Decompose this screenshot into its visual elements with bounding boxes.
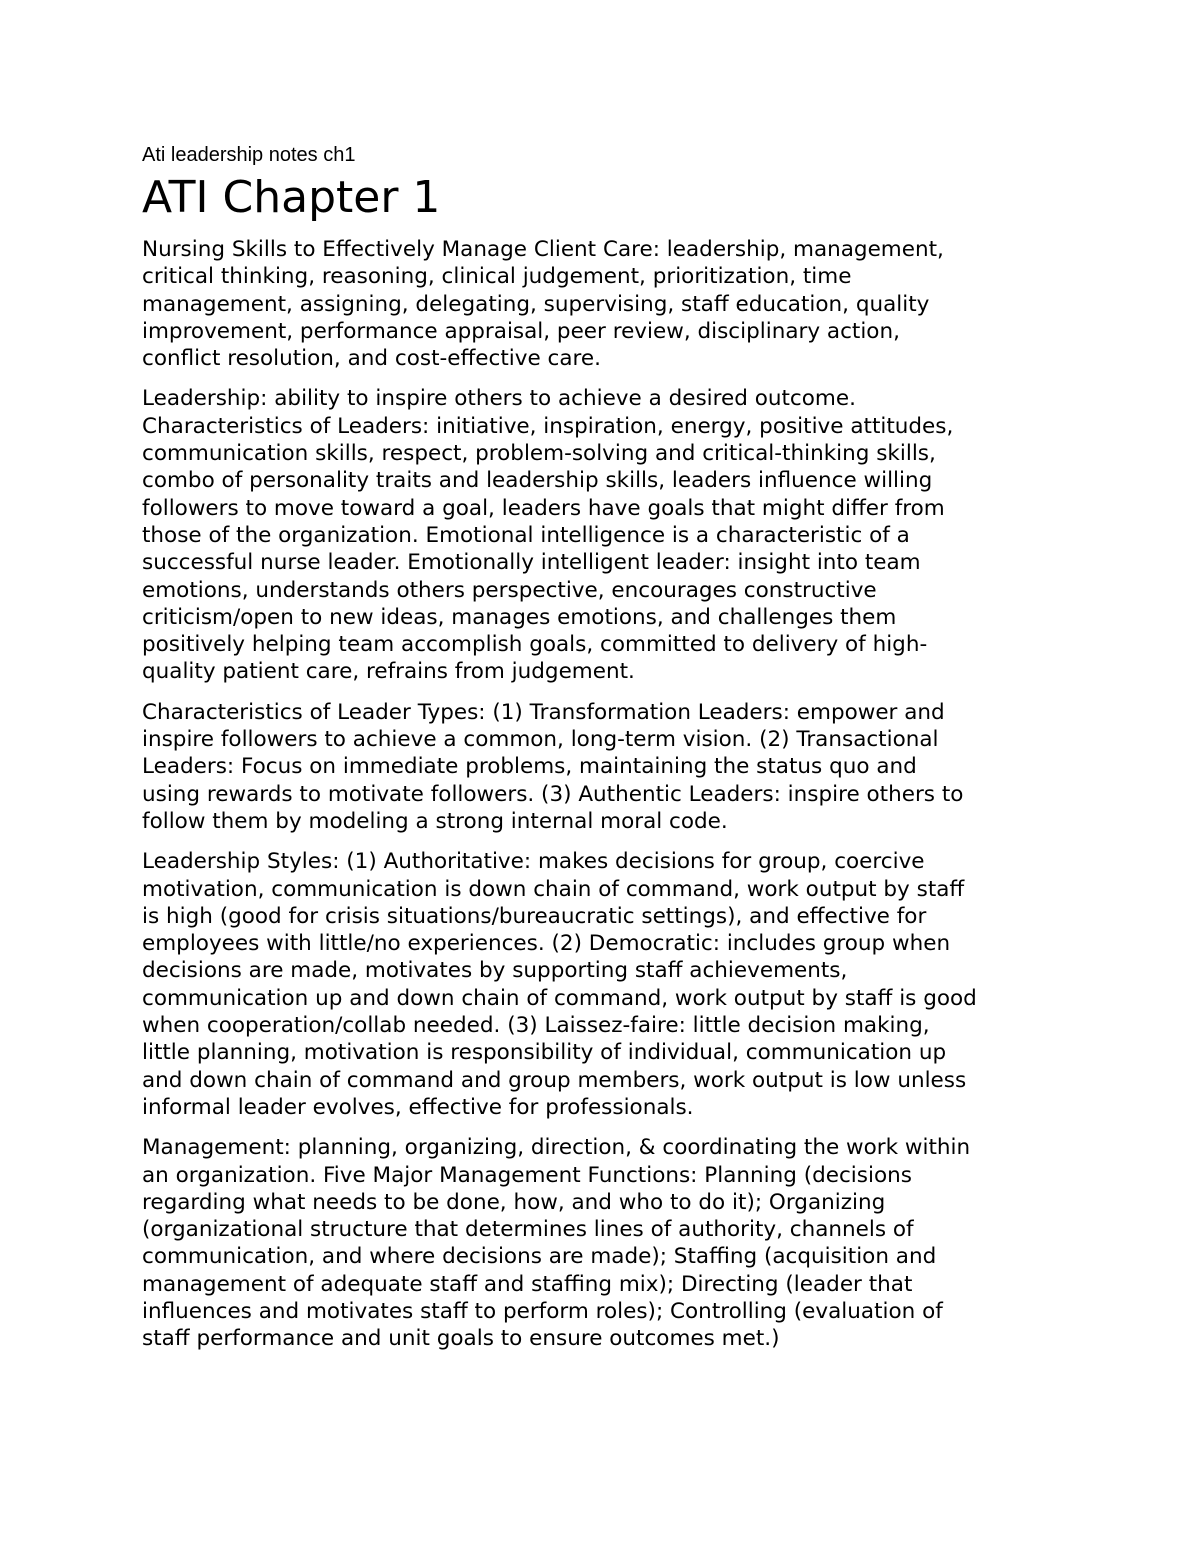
paragraph-leadership-styles: Leadership Styles: (1) Authoritative: makes decisions for group, coercive motivation, communication is down chain of command, work output by staff is high (good for crisis situations/bureaucratic settings), and effective for employees with little/no experiences. (2) Democratic: includes group when decisions are made, motivates by supporting staff achievements, communication up and down chain of command, work output by staff is good when cooperation/collab needed. (3) Laissez-faire: little decision making, little planning, motivation is responsibility of individual, communication up and down chain of command and group members, work output is low unless informal leader evolves, effective for professionals. — [142, 849, 977, 1120]
document-body — [142, 140, 1057, 1366]
paragraph-leadership: Leadership: ability to inspire others to achieve a desired outcome. Characteristics of Leaders: initiative, inspiration, energy, positive attitudes, communication skills, respect, problem-solving and critical-thinking skills, combo of personality traits and leadership skills, leaders influence willing followers to move toward a goal, leaders have goals that might differ from those of the organization. Emotional intelligence is a characteristic of a successful nurse leader. Emotionally intelligent leader: insight into team emotions, understands others perspective, encourages constructive criticism/open to new ideas, manages emotions, and challenges them positively helping team accomplish goals, committed to delivery of high- quality patient care, refrains from judgement. — [142, 386, 954, 685]
document-header: Ati leadership notes ch1 — [142, 144, 356, 166]
paragraph-nursing-skills: Nursing Skills to Effectively Manage Client Care: leadership, management, critical thinking, reasoning, clinical judgement, prioritization, time management, assigning, delegating, supervising, staff education, quality improvement, performance appraisal, peer review, disciplinary action, conflict resolution, and cost-effective care. — [142, 237, 944, 372]
paragraph-leader-types: Characteristics of Leader Types: (1) Transformation Leaders: empower and inspire followers to achieve a common, long-term vision. (2) Transactional Leaders: Focus on immediate problems, maintaining the status quo and using rewards to motivate followers. (3) Authentic Leaders: inspire others to follow them by modeling a strong internal moral code. — [142, 699, 964, 834]
page-title: ATI Chapter 1 — [142, 172, 441, 223]
paragraph-management: Management: planning, organizing, direction, & coordinating the work within an organization. Five Major Management Functions: Planning (decisions regarding what needs to be done, how, and who to do it); Organizing (organizational structure that determines lines of authority, channels of communication, and where decisions are made); Staffing (acquisition and management of adequate staff and staffing mix); Directing (leader that influences and motivates staff to perform roles); Controlling (evaluation of staff performance and unit goals to ensure outcomes met.) — [142, 1135, 971, 1352]
